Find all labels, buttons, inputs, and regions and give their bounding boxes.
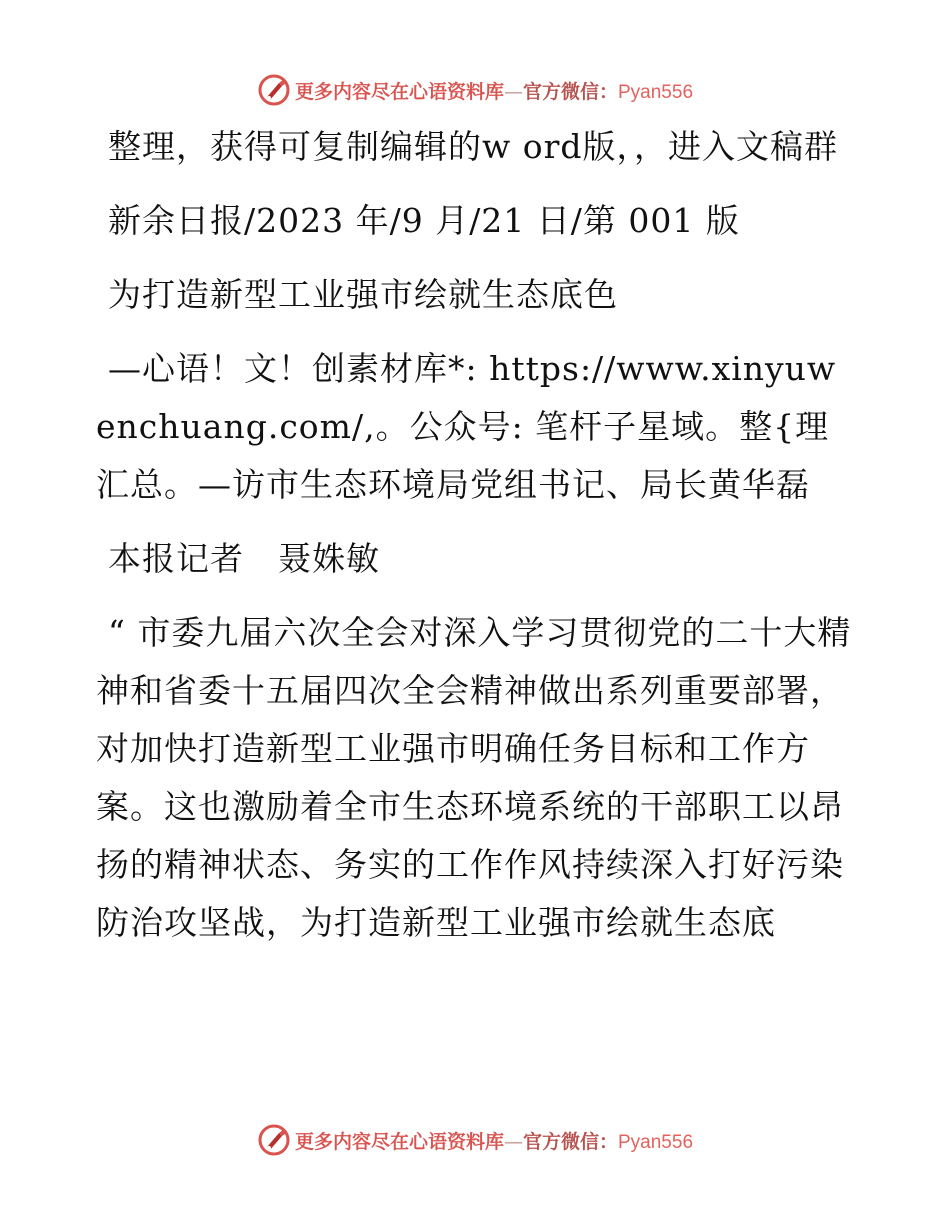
article-title: 为打造新型工业强市绘就生态底色 (108, 275, 618, 314)
pen-logo-icon (257, 73, 291, 107)
banner-main-text: 更多内容尽在心语资料库 (294, 1130, 504, 1153)
banner-handle: Pyan556 (618, 1131, 694, 1153)
footer-banner (0, 1120, 950, 1160)
banner-text (295, 1127, 693, 1154)
header-banner (0, 70, 950, 110)
pen-logo-icon (257, 1123, 291, 1157)
document-body (96, 118, 856, 952)
body-paragraph: “ 市委九届六次全会对深入学习贯彻党的二十大精神和省委十五届四次全会精神做出系列重要部署，对加快打造新型工业强市明确任务目标和工作方案。这也激励着全市生态环境系统的干部职工以昂扬的精神状态、务实的工作作风持续深入打好污染防治攻坚战，为打造新型工业强市绘就生态底 (96, 613, 852, 942)
banner-official-label: 官方微信： (522, 80, 618, 103)
intro-paragraph: 整理，获得可复制编辑的w ord版，，进入文稿群 (108, 127, 839, 166)
banner-text (295, 77, 693, 104)
banner-handle: Pyan556 (618, 81, 694, 103)
source-line: 新余日报/2023 年/9 月/21 日/第 001 版 (108, 201, 740, 240)
banner-main-text: 更多内容尽在心语资料库 (294, 80, 504, 103)
banner-dash: — (503, 80, 523, 103)
banner-dash: — (503, 1130, 523, 1153)
banner-official-label: 官方微信： (522, 1130, 618, 1153)
byline: 本报记者 聂姝敏 (108, 539, 380, 578)
subtitle-paragraph: —心语！文！创素材库*: https://www.xinyuwenchuang.com/,。公众号: 笔杆子星域。整{理汇总。—访市生态环境局党组书记、局长黄华磊 (96, 349, 837, 504)
